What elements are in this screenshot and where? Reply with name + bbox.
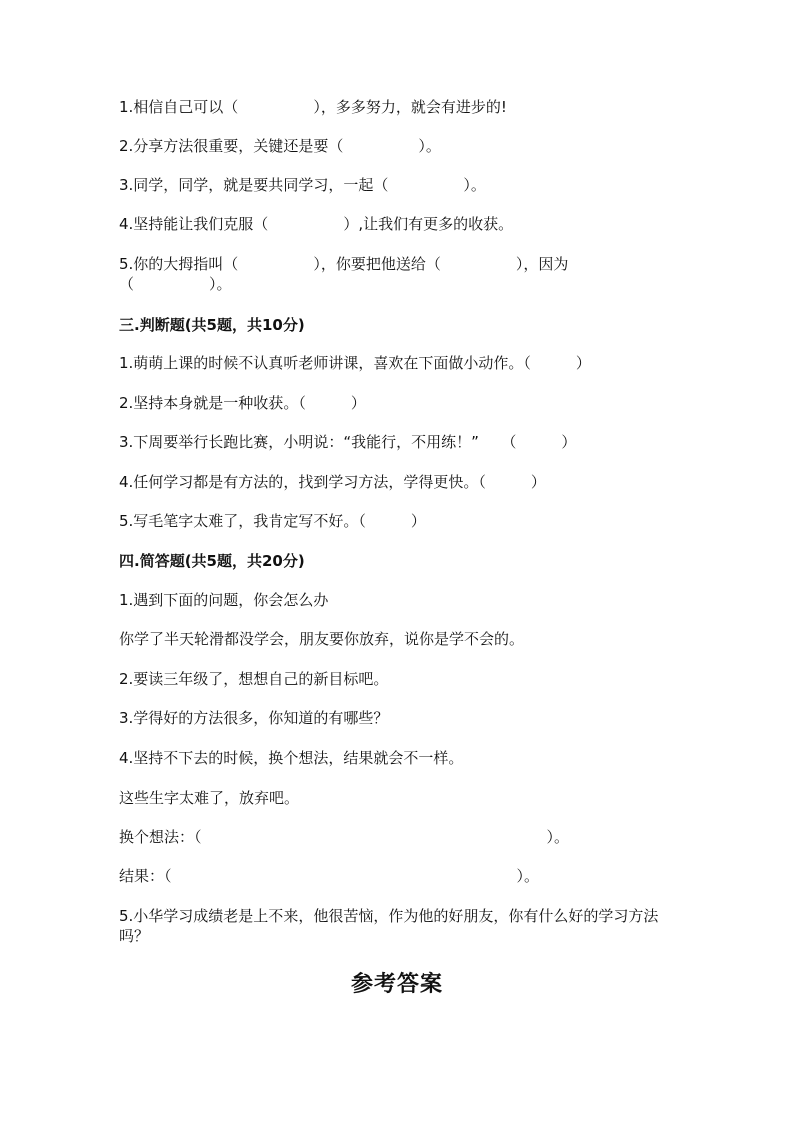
- short-answer-item-1: 1.遇到下面的问题，你会怎么办: [119, 591, 329, 609]
- judge-item-1: 1.萌萌上课的时候不认真听老师讲课，喜欢在下面做小动作。（ ）: [119, 354, 591, 372]
- short-answer-scenario-4: 这些生字太难了，放弃吧。: [119, 789, 300, 807]
- answer-key-title: 参考答案: [350, 971, 443, 997]
- judge-item-4: 4.任何学习都是有方法的，找到学习方法，学得更快。（ ）: [119, 473, 546, 491]
- change-thinking-blank: 换个想法：（ ）。: [119, 828, 570, 846]
- judge-item-2: 2.坚持本身就是一种收获。（ ）: [119, 394, 366, 412]
- short-answer-item-4: 4.坚持不下去的时候，换个想法，结果就会不一样。: [119, 749, 464, 767]
- fill-blank-item-3: 3.同学，同学，就是要共同学习，一起（ ）。: [119, 176, 486, 194]
- short-answer-item-3: 3.学得好的方法很多，你知道的有哪些？: [119, 709, 389, 727]
- result-blank: 结果：（ ）。: [119, 867, 540, 885]
- judge-item-3: 3.下周要举行长跑比赛，小明说：“我能行，不用练！” （ ）: [119, 433, 577, 451]
- fill-blank-item-2: 2.分享方法很重要，关键还是要（ ）。: [119, 137, 441, 155]
- section-heading-judge: 三.判断题(共5题，共10分): [119, 316, 305, 334]
- section-heading-short-answer: 四.简答题(共5题，共20分): [119, 552, 305, 570]
- judge-item-5: 5.写毛笔字太难了，我肯定写不好。（ ）: [119, 512, 426, 530]
- fill-blank-item-1: 1.相信自己可以（ ），多多努力，就会有进步的!: [119, 98, 507, 116]
- fill-blank-item-4: 4.坚持能让我们克服（ ）,让我们有更多的收获。: [119, 215, 514, 233]
- short-answer-item-5: 5.小华学习成绩老是上不来，他很苦恼，作为他的好朋友，你有什么好的学习方法吗？: [119, 907, 659, 945]
- short-answer-scenario-1: 你学了半天轮滑都没学会，朋友要你放弃，说你是学不会的。: [119, 630, 525, 648]
- short-answer-item-2: 2.要读三年级了，想想自己的新目标吧。: [119, 670, 389, 688]
- fill-blank-item-5: 5.你的大拇指叫（ ），你要把他送给（ ），因为（ ）。: [119, 255, 569, 293]
